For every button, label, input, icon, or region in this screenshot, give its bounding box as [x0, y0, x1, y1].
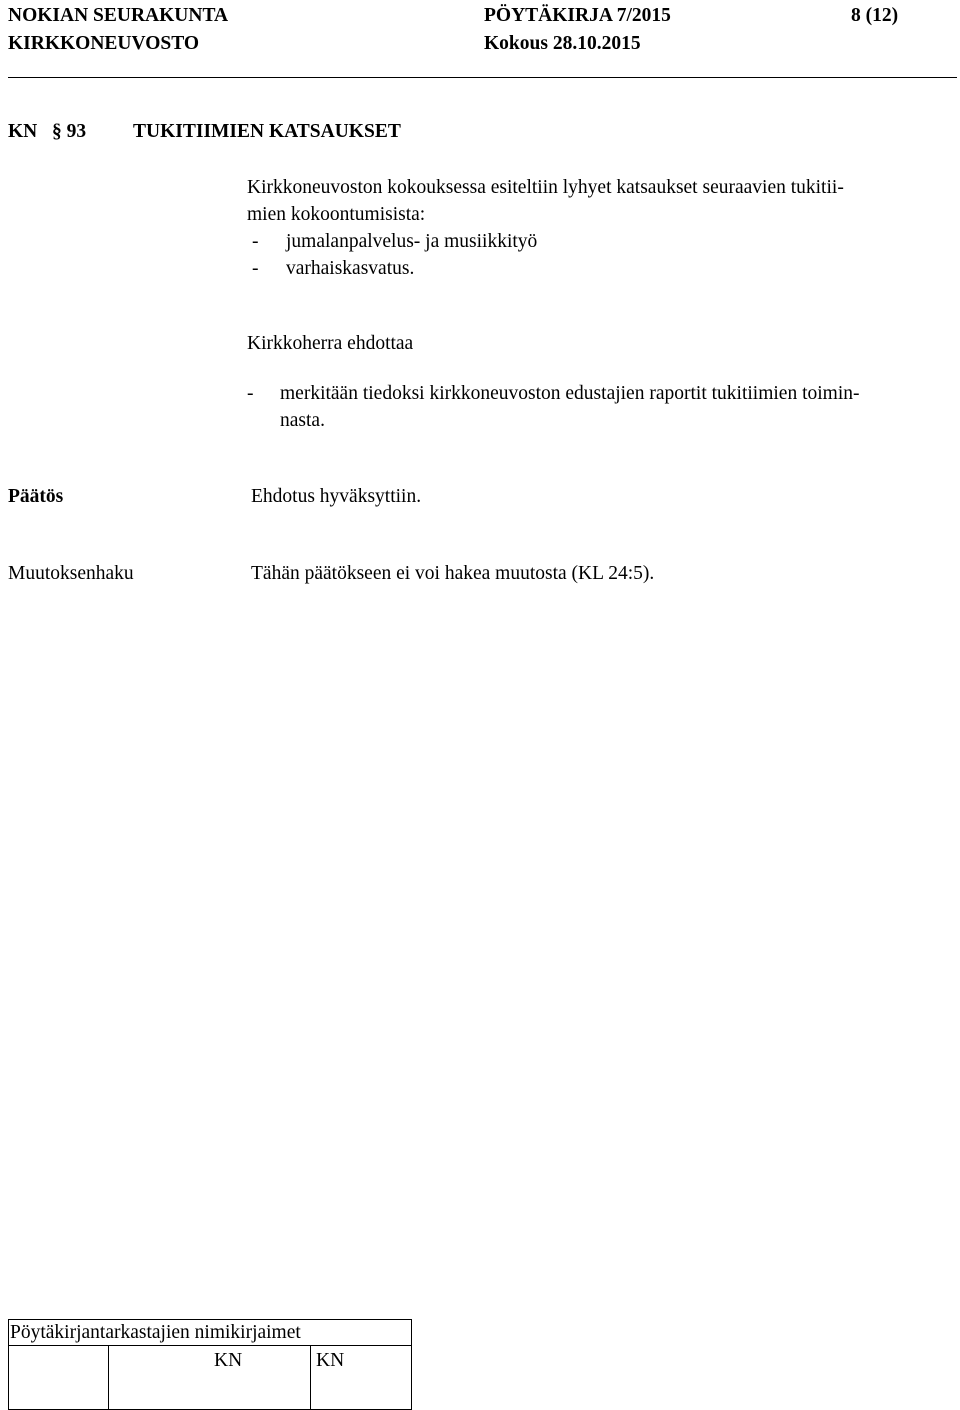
proposal-line-1: merkitään tiedoksi kirkkoneuvoston edustajien raportit tukitiimien toimin-: [280, 383, 860, 404]
section-number: 93: [66, 121, 87, 142]
section-title: TUKITIIMIEN KATSAUKSET: [133, 121, 401, 142]
proposal-dash: -: [247, 383, 254, 404]
decision-label: Päätös: [8, 486, 64, 507]
intro-line-2: mien kokoontumisista:: [247, 204, 426, 225]
bullet-item-2: varhaiskasvatus.: [286, 258, 415, 279]
organization-name: NOKIAN SEURAKUNTA: [8, 5, 229, 26]
signature-initials-2: KN: [316, 1350, 345, 1371]
document-title: PÖYTÄKIRJA 7/2015: [484, 5, 671, 26]
section-prefix: KN: [8, 121, 38, 142]
intro-line-1: Kirkkoneuvoston kokouksessa esiteltiin lyhyet katsaukset seuraavien tukitii-: [247, 177, 844, 198]
proposal-line-2: nasta.: [280, 410, 325, 431]
signature-box-column-line: [108, 1345, 109, 1410]
proposal-heading: Kirkkoherra ehdottaa: [247, 333, 414, 354]
signature-box-divider: [8, 1345, 412, 1346]
signature-box-title: Pöytäkirjantarkastajien nimikirjaimet: [10, 1322, 301, 1343]
header-divider: [8, 77, 957, 78]
signature-box-column-line: [310, 1345, 311, 1410]
signature-initials-1: KN: [214, 1350, 243, 1371]
body-name: KIRKKONEUVOSTO: [8, 33, 200, 54]
bullet-item-1: jumalanpalvelus- ja musiikkityö: [286, 231, 538, 252]
section-sign: § 93: [52, 121, 87, 142]
bullet-dash: -: [252, 258, 259, 279]
appeal-text: Tähän päätökseen ei voi hakea muutosta (KL 24:5).: [251, 563, 655, 584]
bullet-dash: -: [252, 231, 259, 252]
meeting-date: Kokous 28.10.2015: [484, 33, 641, 54]
appeal-label: Muutoksenhaku: [8, 563, 134, 584]
page-number: 8 (12): [851, 5, 899, 26]
decision-text: Ehdotus hyväksyttiin.: [251, 486, 422, 507]
